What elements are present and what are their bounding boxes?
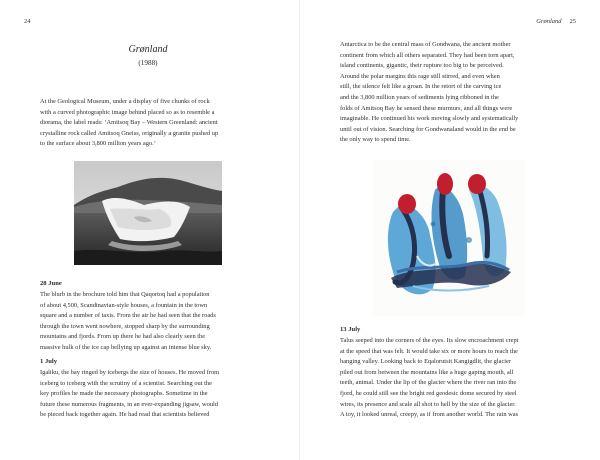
entry-text-13-july: Talus seeped into the corners of the eyes. Its slow encroachment crept at the speed that was felt. It would take six or more hours to reach the hanging valley. Looking back to Eqalorutsit Kangigdlit, the glacier piled out from between the mountains like a huge gaping mouth, all teeth, animal. Under the lip of the glacier where the river ran into the fjord, he could still see the bright red geodesic dome secured by steel wires, its presence and scale all shot to hell by the size of the glacier. A toy, it looked unreal, creepy, as if from another world. The rain was [340,337,519,419]
iceberg-photograph [74,161,222,265]
entry-text-1-july: Igaliku, the bay ringed by icebergs the size of houses. He moved from iceberg to iceberg with the scrutiny of a scientist. Searching out the key profiles he made the necessary photographs. Sometime in the future these numerous fragments, in an ever-expanding jigsaw, would be pieced back together again. He had read that scientists believed [40,369,220,419]
entry-heading-1-july: 1 July [40,358,58,365]
chapter-title-block [40,44,256,68]
continued-paragraph: Antarctica to be the central mass of Gondwana, the ancient mother continent from which all others separated. They had been torn apart, island continents, gigantic, their rupture too big to be perceived. Around the polar margins this rage still stirred, and even when still, the silence felt like a groan. In the retort of the carving ice and the 3,800 million years of sediments lying ribboned in the folds of Amitsoq Bay he sensed these murmurs, and all things were imaginable. He continued his work moving slowly and systematically until out of vision. Searching for Gondwanaland would in the end be the only way to spend time. [340,41,519,144]
page-number-right: 25 [569,18,576,25]
page-number-left: 24 [24,18,31,25]
intro-paragraph: At the Geological Museum, under a display of five chunks of rock with a curved photographic image behind placed so as to resemble a diorama, the label reads: ‘Amitsoq Bay – Western Greenland: ancient crystalline rock called Amitsoq Gneiss, originally a granite pushed up to the surface about 3,800 million years ago.’ [40,98,219,148]
chapter-title: Grønland [128,44,168,55]
running-head: Grønland [536,18,562,25]
entry-heading-13-july: 13 July [340,326,361,333]
chapter-year: (1988) [138,59,158,67]
entry-text-28-june: The blurb in the brochure told him that Qaqortoq had a population of about 4,500, Scandinavian-style houses, a fountain in the town square and a number of taxis. From the air he had seen that the roads through the town went nowhere, stopped sharp by the surrounding mountains and fjords. From up there he had also clearly seen the massive hulk of the ice cap bellying up against an intense blue sky. [40,291,216,351]
entry-heading-28-june: 28 June [40,280,62,287]
running-head-block [536,18,576,25]
ink-painting [373,160,525,316]
